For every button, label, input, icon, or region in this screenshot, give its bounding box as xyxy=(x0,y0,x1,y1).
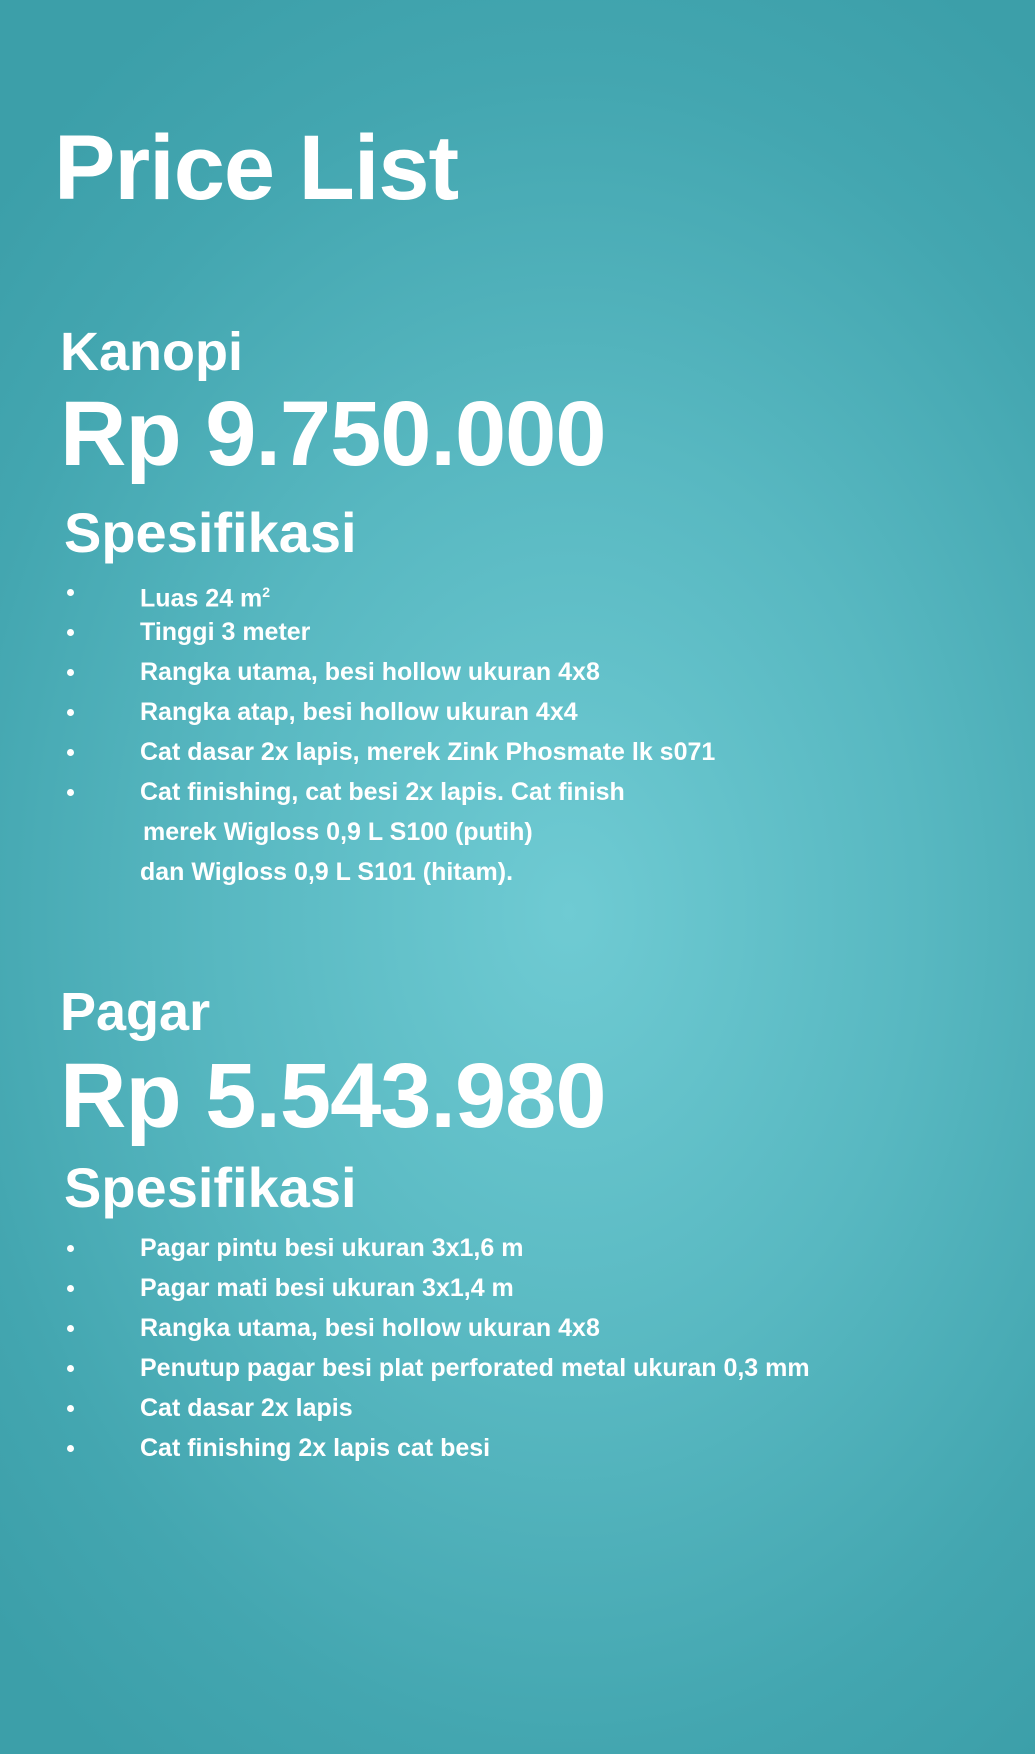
product-name: Pagar xyxy=(60,982,211,1042)
list-item: Tinggi 3 meter xyxy=(60,612,715,652)
spec-list xyxy=(60,572,715,892)
bullet-icon xyxy=(67,589,74,596)
list-item: Cat dasar 2x lapis, merek Zink Phosmate lk s071 xyxy=(60,732,715,772)
list-item: Penutup pagar besi plat perforated metal ukuran 0,3 mm xyxy=(60,1348,810,1388)
list-item-continuation: dan Wigloss 0,9 L S101 (hitam). xyxy=(140,858,514,886)
bullet-icon xyxy=(67,789,74,796)
list-item: Cat finishing 2x lapis cat besi xyxy=(60,1428,810,1468)
bullet-icon xyxy=(67,1285,74,1292)
product-name: Kanopi xyxy=(60,322,243,382)
bullet-icon xyxy=(67,1445,74,1452)
bullet-icon xyxy=(67,1245,74,1252)
bullet-icon xyxy=(67,669,74,676)
product-price: Rp 5.543.980 xyxy=(60,1045,606,1147)
spec-heading: Spesifikasi xyxy=(64,501,357,564)
spec-heading: Spesifikasi xyxy=(64,1156,357,1219)
bullet-icon xyxy=(67,1365,74,1372)
list-item-continuation: merek Wigloss 0,9 L S100 (putih) xyxy=(143,818,533,846)
bullet-icon xyxy=(67,749,74,756)
bullet-icon xyxy=(67,1325,74,1332)
product-price: Rp 9.750.000 xyxy=(60,383,606,485)
page-title: Price List xyxy=(54,117,459,219)
list-item: Rangka utama, besi hollow ukuran 4x8 xyxy=(60,652,715,692)
list-item: Pagar pintu besi ukuran 3x1,6 m xyxy=(60,1228,810,1268)
list-item: Rangka atap, besi hollow ukuran 4x4 xyxy=(60,692,715,732)
list-item: Pagar mati besi ukuran 3x1,4 m xyxy=(60,1268,810,1308)
bullet-icon xyxy=(67,709,74,716)
spec-list xyxy=(60,1228,810,1468)
list-item: Luas 24 $m^2$ xyxy=(60,572,715,612)
list-item: Rangka utama, besi hollow ukuran 4x8 xyxy=(60,1308,810,1348)
list-item: Cat finishing, cat besi 2x lapis. Cat finish xyxy=(60,772,715,812)
list-item: Cat dasar 2x lapis xyxy=(60,1388,810,1428)
bullet-icon xyxy=(67,629,74,636)
bullet-icon xyxy=(67,1405,74,1412)
